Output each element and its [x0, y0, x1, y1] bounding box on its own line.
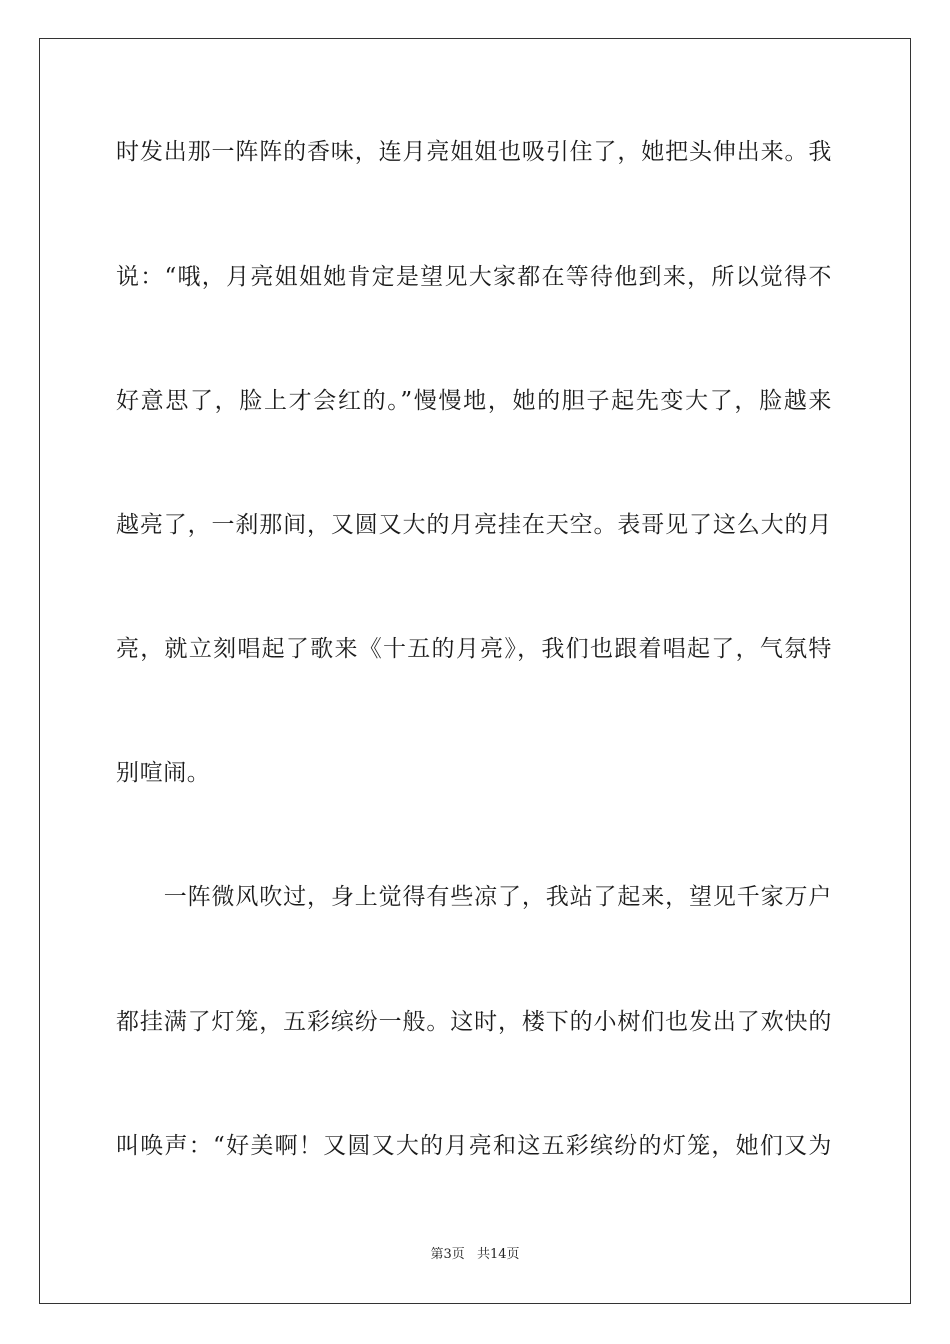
page-footer: [0, 1246, 950, 1264]
page-border: [39, 38, 911, 1304]
text-line-5: 亮，就立刻唱起了歌来《十五的月亮》，我们也跟着唱起了，气氛特: [116, 636, 832, 662]
text-line-8: 都挂满了灯笼，五彩缤纷一般。这时，楼下的小树们也发出了欢快的: [116, 1009, 832, 1035]
page-number-total: 共14页: [476, 1247, 520, 1262]
text-line-7: 一阵微风吹过，身上觉得有些凉了，我站了起来，望见千家万户: [116, 884, 832, 910]
text-line-4: 越亮了，一刹那间，又圆又大的月亮挂在天空。表哥见了这么大的月: [116, 512, 832, 538]
text-line-1: 时发出那一阵阵的香味，连月亮姐姐也吸引住了，她把头伸出来。我: [116, 139, 832, 165]
text-line-2: 说：“哦，月亮姐姐她肯定是望见大家都在等待他到来，所以觉得不: [116, 264, 832, 290]
text-line-9: 叫唤声：“好美啊！又圆又大的月亮和这五彩缤纷的灯笼，她们又为: [116, 1133, 832, 1159]
text-line-6: 别喧闹。: [116, 760, 211, 786]
text-line-3: 好意思了，脸上才会红的。”慢慢地，她的胆子起先变大了，脸越来: [116, 388, 832, 414]
page-number-current: 第3页: [430, 1247, 465, 1262]
